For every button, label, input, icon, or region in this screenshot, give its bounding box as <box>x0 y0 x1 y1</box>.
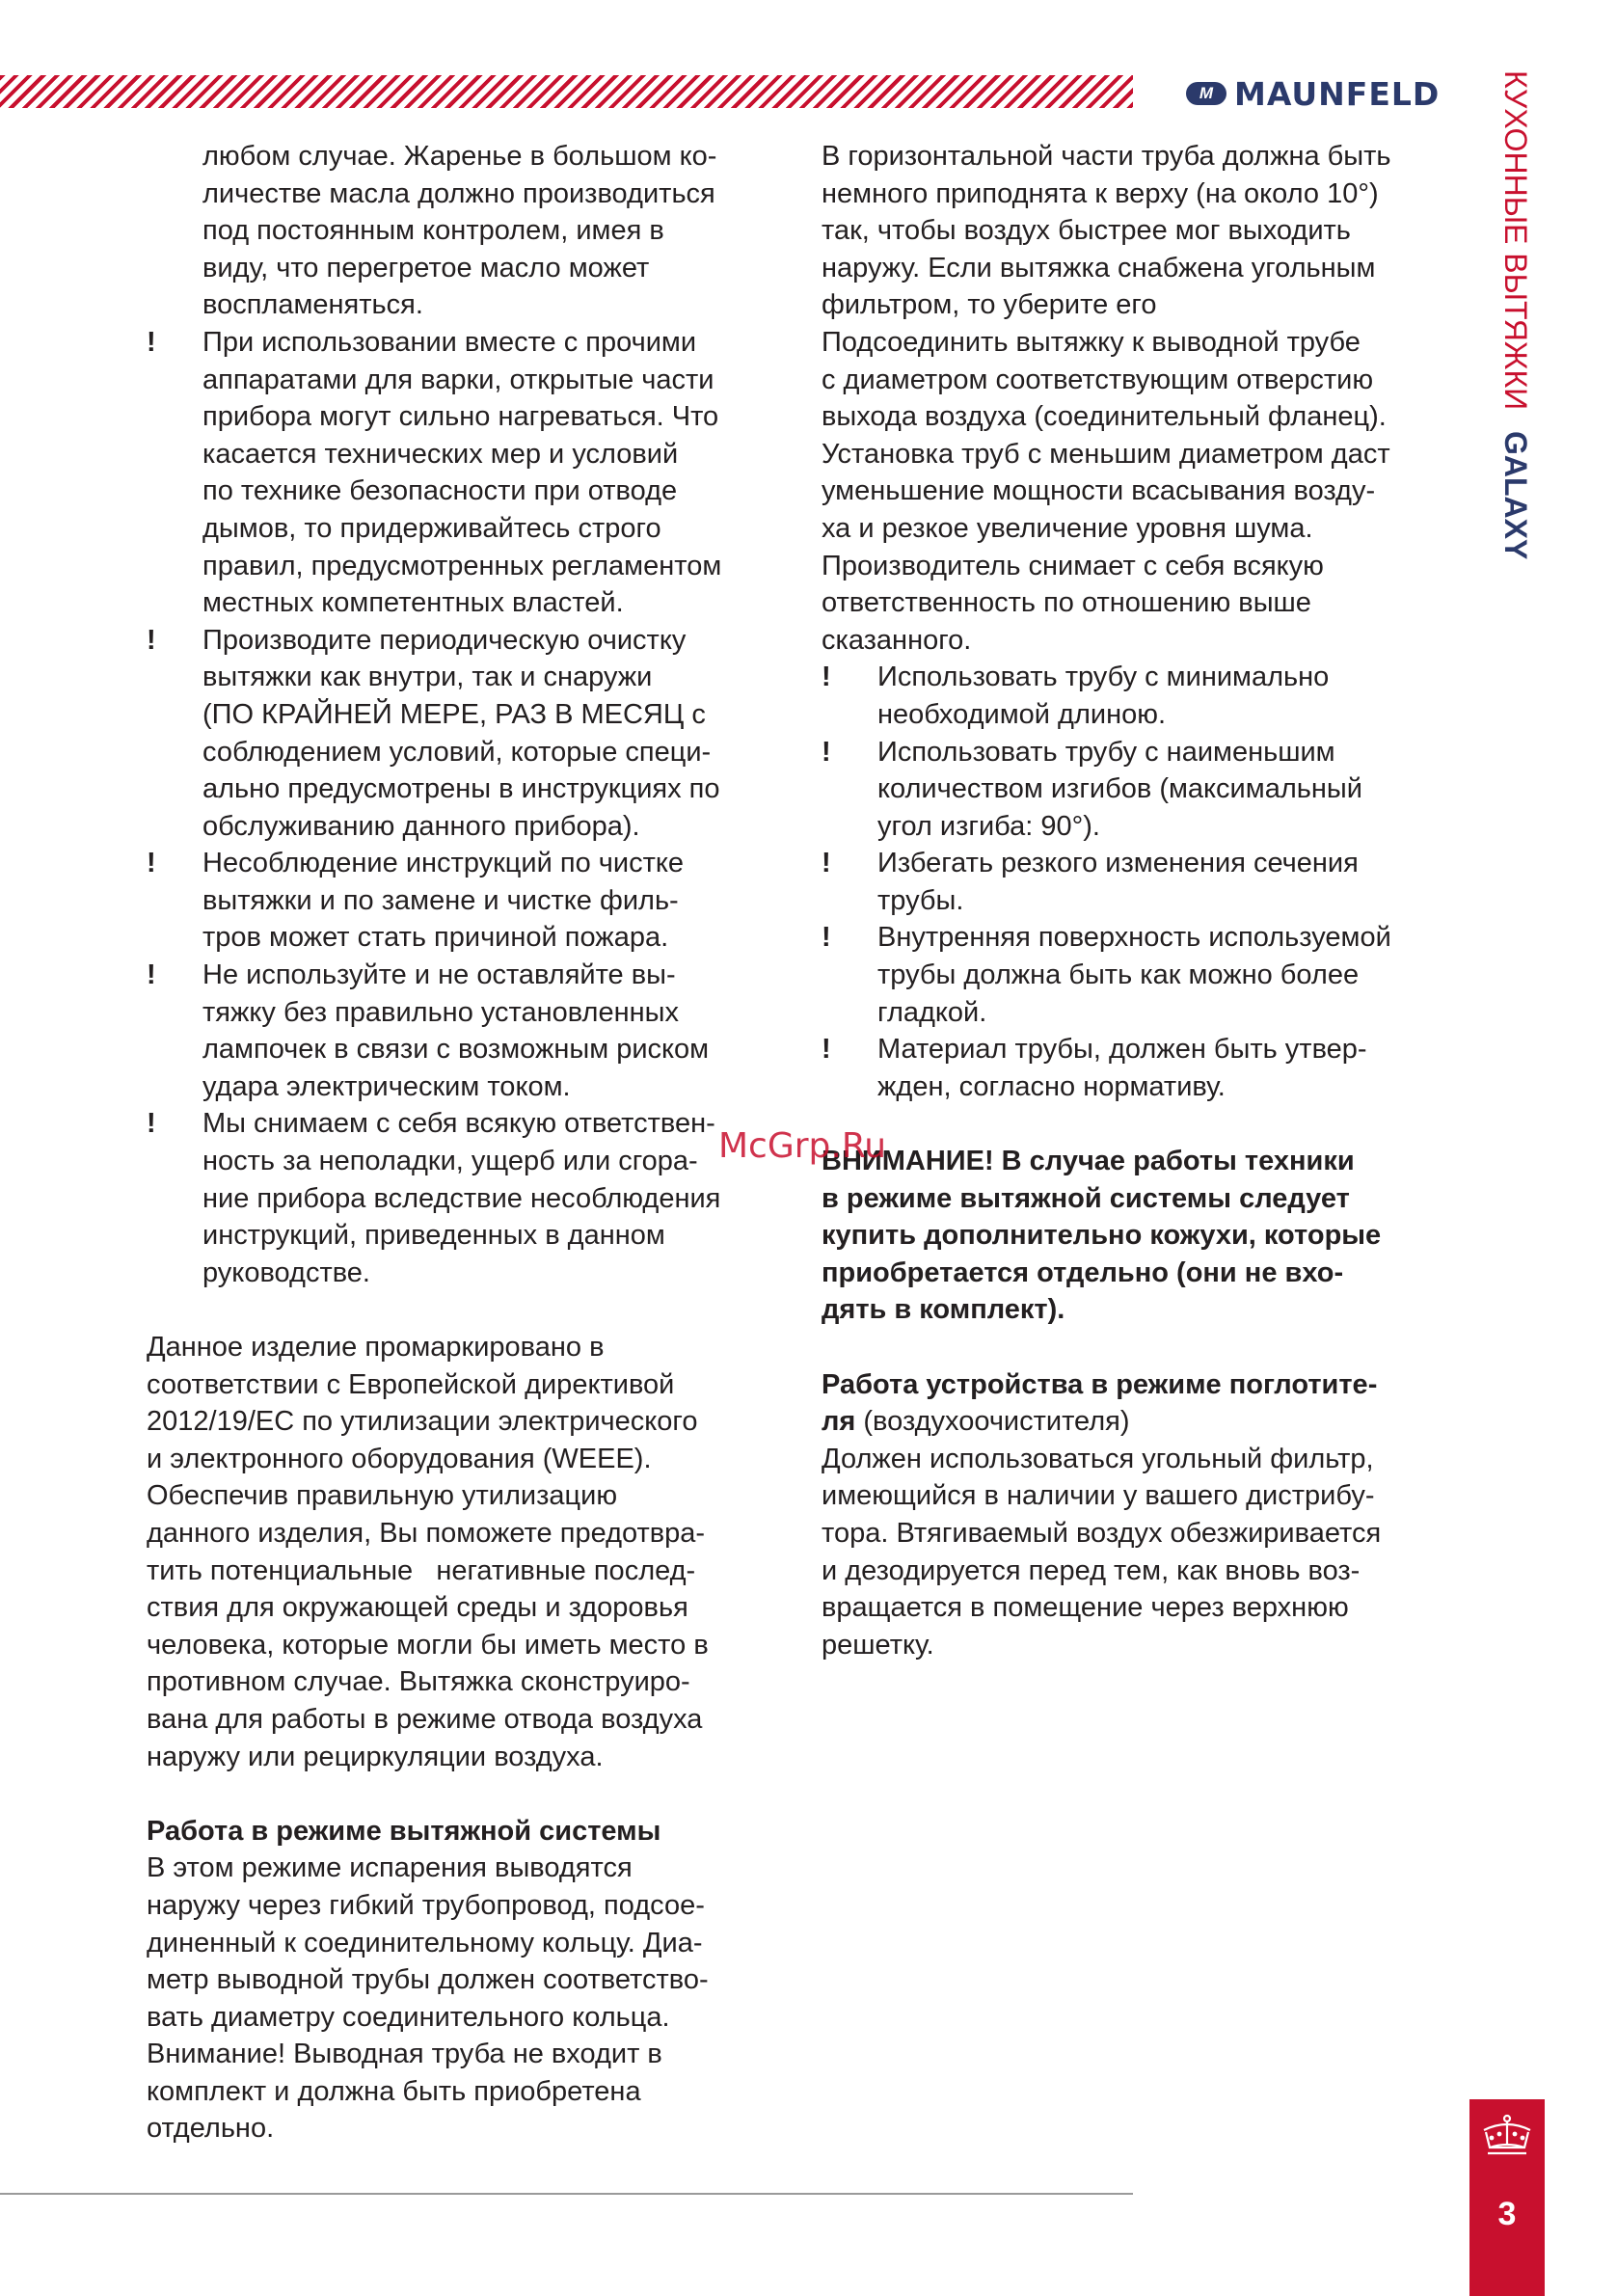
warning-icon: ! <box>822 1034 831 1066</box>
warning-icon: ! <box>147 1108 156 1140</box>
text-line: угол изгиба: 90°). <box>877 810 1100 842</box>
text-line: комплект и должна быть приобретена <box>147 2075 641 2107</box>
recirculation-paragraph <box>822 1441 1458 1664</box>
text-line: дять в комплект). <box>822 1294 1065 1326</box>
text-line: 2012/19/ЕС по утилизации электрического <box>147 1406 698 1438</box>
text-line: человека, которые могли бы иметь место в <box>147 1629 709 1661</box>
warning-item <box>147 845 773 957</box>
text-line: наружу через гибкий трубопровод, подсое- <box>147 1889 705 1921</box>
right-column <box>822 138 1458 1663</box>
text-line: отдельно. <box>147 2113 275 2145</box>
text-line: ствия для окружающей среды и здоровья <box>147 1592 688 1624</box>
text-line: и электронного оборудования (WEEE). <box>147 1443 652 1474</box>
text-line: местных компетентных властей. <box>202 587 624 619</box>
text-line: противном случае. Вытяжка сконструиро- <box>147 1666 690 1698</box>
heading-text: ля <box>822 1406 856 1438</box>
text-line: трубы. <box>877 884 964 916</box>
text-line: прибора могут сильно нагреваться. Что <box>202 401 719 433</box>
brand-name: MAUNFELD <box>1234 74 1441 113</box>
text-line: Производитель снимает с себя всякую <box>822 550 1324 581</box>
rule-item <box>822 659 1458 733</box>
warning-icon: ! <box>147 326 156 358</box>
crown-icon <box>1480 2113 1534 2159</box>
text-line: под постоянным контролем, имея в <box>202 215 664 247</box>
text-line: Несоблюдение инструкций по чистке <box>202 848 684 879</box>
text-line: Внутренняя поверхность используемой <box>877 922 1391 954</box>
text-line: При использовании вместе с прочими <box>202 326 697 358</box>
warning-item <box>147 1105 773 1291</box>
text-line: жден, согласно нормативу. <box>877 1070 1226 1102</box>
warning-icon: ! <box>147 959 156 991</box>
text-line: в режиме вытяжной системы следует <box>822 1182 1350 1214</box>
recirculation-heading: Работа устройства в режиме поглотите- <box>822 1368 1378 1400</box>
text-line: диненный к соединительному кольцу. Диа- <box>147 1927 703 1958</box>
text-line: ние прибора вследствие несоблюдения <box>202 1182 721 1214</box>
warning-item <box>147 622 773 846</box>
intro-text <box>147 138 773 324</box>
text-line: немного приподнята к верху (на около 10°) <box>822 177 1379 209</box>
text-line: имеющийся в наличии у вашего дистрибу- <box>822 1480 1375 1512</box>
warning-icon: ! <box>147 624 156 656</box>
text-line: тора. Втягиваемый воздух обезжиривается <box>822 1517 1382 1549</box>
rule-item <box>822 1031 1458 1105</box>
text-line: личестве масла должно производиться <box>202 177 715 209</box>
text-line: фильтром, то уберите его <box>822 289 1157 321</box>
text-line: воспламеняться. <box>202 289 423 321</box>
text-line: с диаметром соответствующим отверстию <box>822 364 1374 395</box>
text-line: (ПО КРАЙНЕЙ МЕРЕ, РАЗ В МЕСЯЦ с <box>202 698 706 730</box>
text-line: правил, предусмотренных регламентом <box>202 550 722 581</box>
text-line: обслуживанию данного прибора). <box>202 810 640 842</box>
text-line: по технике безопасности при отводе <box>202 475 678 507</box>
text-line: Производите периодическую очистку <box>202 624 687 656</box>
text-line: аппаратами для варки, открытые части <box>202 364 714 395</box>
text-line: ВНИМАНИЕ! В случае работы техники <box>822 1146 1355 1177</box>
text-line: руководстве. <box>202 1256 370 1288</box>
weee-paragraph <box>147 1329 773 1775</box>
text-line: виду, что перегретое масло может <box>202 252 650 284</box>
text-line: Обеспечив правильную утилизацию <box>147 1480 618 1512</box>
recirculation-heading-cont <box>822 1403 1458 1441</box>
text-line: данного изделия, Вы поможете предотвра- <box>147 1517 706 1549</box>
pipe-paragraph <box>822 138 1458 659</box>
text-line: инструкций, приведенных в данном <box>202 1220 665 1252</box>
watermark: McGrp.Ru <box>718 1126 887 1166</box>
text-line: В горизонтальной части труба должна быть <box>822 141 1391 172</box>
text-line: Установка труб с меньшим диаметром даст <box>822 438 1390 470</box>
text-line: Внимание! Выводная труба не входит в <box>147 2039 662 2070</box>
text-line: Не используйте и не оставляйте вы- <box>202 959 676 991</box>
brand-logo <box>1186 75 1440 112</box>
text-line: метр выводной трубы должен соответство- <box>147 1964 709 1996</box>
rule-item <box>822 734 1458 846</box>
left-column <box>147 138 773 2147</box>
warning-item <box>147 957 773 1105</box>
text-line: ально предусмотрены в инструкциях по <box>202 773 720 805</box>
text-line: так, чтобы воздух быстрее мог выходить <box>822 215 1351 247</box>
text-line: решетку. <box>822 1629 934 1661</box>
text-line: наружу или рециркуляции воздуха. <box>147 1741 604 1772</box>
text-line: соответствии с Европейской директивой <box>147 1368 675 1400</box>
text-line: вать диаметру соединительного кольца. <box>147 2001 670 2033</box>
text-line: выхода воздуха (соединительный фланец). <box>822 401 1387 433</box>
model-label: GALAXY <box>1498 431 1533 560</box>
text-line: сказанного. <box>822 624 972 656</box>
text-line: любом случае. Жаренье в большом ко- <box>202 141 717 172</box>
text-line: тяжку без правильно установленных <box>202 996 679 1028</box>
text-line: удара электрическим током. <box>202 1070 571 1102</box>
footer-divider <box>0 2193 1133 2195</box>
warning-icon: ! <box>822 922 831 954</box>
text-line: дымов, то придерживайтесь строго <box>202 512 661 544</box>
text-line: Использовать трубу с минимально <box>877 662 1330 693</box>
text-line: Данное изделие промаркировано в <box>147 1332 605 1363</box>
brand-logo-icon: M <box>1186 82 1226 105</box>
attention-notice <box>822 1143 1458 1329</box>
text-line: Мы снимаем с себя всякую ответствен- <box>202 1108 715 1140</box>
text-line: Избегать резкого изменения сечения <box>877 848 1359 879</box>
exhaust-heading: Работа в режиме вытяжной системы <box>147 1815 661 1847</box>
text-line: В этом режиме испарения выводятся <box>147 1852 633 1884</box>
header-stripe <box>0 75 1133 108</box>
text-line: Должен использоваться угольный фильтр, <box>822 1443 1374 1474</box>
warning-icon: ! <box>822 848 831 879</box>
text-line: приобретается отдельно (они не вхо- <box>822 1256 1344 1288</box>
text-line: вана для работы в режиме отвода воздуха <box>147 1703 703 1735</box>
rule-item <box>822 845 1458 919</box>
text-line: трубы должна быть как можно более <box>877 959 1360 991</box>
text-line: купить дополнительно кожухи, которые <box>822 1220 1382 1252</box>
text-line: гладкой. <box>877 996 987 1028</box>
text-line: лампочек в связи с возможным риском <box>202 1034 710 1066</box>
warning-icon: ! <box>822 736 831 768</box>
warning-item <box>147 324 773 622</box>
text-line: необходимой длиною. <box>877 698 1167 730</box>
text-line: и дезодируется перед тем, как вновь воз- <box>822 1554 1361 1586</box>
warning-icon: ! <box>822 662 831 693</box>
text-line: Подсоединить вытяжку к выводной трубе <box>822 326 1361 358</box>
text-line: вращается в помещение через верхнюю <box>822 1592 1349 1624</box>
text-line: вытяжки и по замене и чистке филь- <box>202 884 679 916</box>
page-number <box>1469 2173 1545 2296</box>
heading-suffix: (воздухоочистителя) <box>855 1406 1130 1438</box>
text-line: уменьшение мощности всасывания возду- <box>822 475 1376 507</box>
exhaust-paragraph <box>147 1850 773 2147</box>
rule-item <box>822 919 1458 1031</box>
text-line: тров может стать причиной пожара. <box>202 922 669 954</box>
category-label: КУХОННЫЕ ВЫТЯЖКИ <box>1498 70 1533 411</box>
text-line: вытяжки как внутри, так и снаружи <box>202 662 653 693</box>
text-line: количеством изгибов (максимальный <box>877 773 1362 805</box>
page-number-text: 3 <box>1497 2196 1517 2232</box>
text-line: тить потенциальные негативные послед- <box>147 1554 696 1586</box>
text-line: ность за неполадки, ущерб или сгора- <box>202 1146 698 1177</box>
text-line: наружу. Если вытяжка снабжена угольным <box>822 252 1376 284</box>
text-line: ответственность по отношению выше <box>822 587 1311 619</box>
text-line: Использовать трубу с наименьшим <box>877 736 1335 768</box>
side-label <box>1485 70 1533 559</box>
crown-badge <box>1469 2099 1545 2173</box>
text-line: ха и резкое увеличение уровня шума. <box>822 512 1313 544</box>
text-line: касается технических мер и условий <box>202 438 679 470</box>
warning-icon: ! <box>147 848 156 879</box>
text-line: соблюдением условий, которые специ- <box>202 736 712 768</box>
text-line: Материал трубы, должен быть утвер- <box>877 1034 1367 1066</box>
